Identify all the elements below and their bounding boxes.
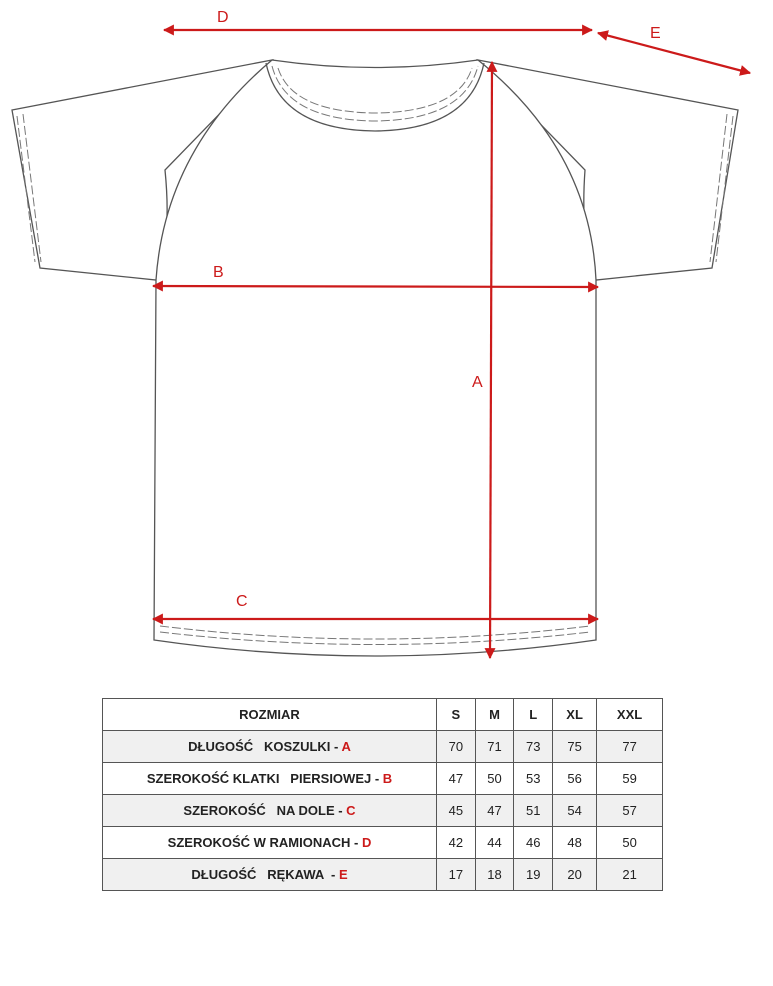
table-cell: 53 bbox=[514, 763, 553, 795]
size-header-s: S bbox=[437, 699, 476, 731]
table-cell: 48 bbox=[553, 827, 597, 859]
size-header-l: L bbox=[514, 699, 553, 731]
header-label-cell: ROZMIAR bbox=[103, 699, 437, 731]
table-cell: 20 bbox=[553, 859, 597, 891]
table-cell: 17 bbox=[437, 859, 476, 891]
table-row bbox=[103, 827, 663, 859]
table-row bbox=[103, 731, 663, 763]
table-cell: 47 bbox=[475, 795, 514, 827]
table-cell: 56 bbox=[553, 763, 597, 795]
dim-label-a: A bbox=[472, 374, 483, 391]
size-header-xxl: XXL bbox=[597, 699, 663, 731]
table-row bbox=[103, 763, 663, 795]
table-cell: 18 bbox=[475, 859, 514, 891]
row-label-text: DŁUGOŚĆ KOSZULKI - bbox=[188, 739, 342, 754]
dim-label-e: E bbox=[650, 25, 661, 42]
size-header-xl: XL bbox=[553, 699, 597, 731]
table-cell: 44 bbox=[475, 827, 514, 859]
row-label-text: SZEROKOŚĆ W RAMIONACH - bbox=[167, 835, 362, 850]
table-row bbox=[103, 795, 663, 827]
table-cell: 47 bbox=[437, 763, 476, 795]
table-cell: 21 bbox=[597, 859, 663, 891]
table-cell: 54 bbox=[553, 795, 597, 827]
row-label-text: SZEROKOŚĆ NA DOLE - bbox=[183, 803, 347, 818]
table-cell: 50 bbox=[475, 763, 514, 795]
measure-arrow-e bbox=[598, 33, 750, 73]
table-cell: 73 bbox=[514, 731, 553, 763]
table-cell: 77 bbox=[597, 731, 663, 763]
table-cell: 42 bbox=[437, 827, 476, 859]
row-letter: D bbox=[361, 835, 372, 850]
size-header-m: M bbox=[475, 699, 514, 731]
table-cell: 75 bbox=[553, 731, 597, 763]
row-letter: A bbox=[341, 739, 351, 754]
table-cell: 50 bbox=[597, 827, 663, 859]
dim-label-d: D bbox=[217, 9, 229, 26]
measure-arrow-b bbox=[153, 286, 598, 287]
table-cell: 45 bbox=[437, 795, 476, 827]
dim-label-b: B bbox=[213, 264, 224, 281]
row-label-text: DŁUGOŚĆ RĘKAWA - bbox=[191, 867, 339, 882]
dim-label-c: C bbox=[236, 593, 248, 610]
row-letter: E bbox=[338, 867, 348, 882]
table-cell: 59 bbox=[597, 763, 663, 795]
row-label bbox=[103, 795, 437, 827]
row-label bbox=[103, 859, 437, 891]
shirt-body-outline bbox=[154, 60, 596, 656]
row-letter: B bbox=[382, 771, 393, 786]
table-cell: 71 bbox=[475, 731, 514, 763]
table-header-row bbox=[103, 699, 663, 731]
row-letter: C bbox=[346, 803, 356, 818]
row-label bbox=[103, 827, 437, 859]
table-cell: 46 bbox=[514, 827, 553, 859]
table-cell: 19 bbox=[514, 859, 553, 891]
table-cell: 70 bbox=[437, 731, 476, 763]
table-cell: 51 bbox=[514, 795, 553, 827]
row-label bbox=[103, 763, 437, 795]
size-chart-table bbox=[102, 698, 663, 891]
table-row bbox=[103, 859, 663, 891]
row-label bbox=[103, 731, 437, 763]
table-cell: 57 bbox=[597, 795, 663, 827]
row-label-text: SZEROKOŚĆ KLATKI PIERSIOWEJ - bbox=[146, 771, 383, 786]
